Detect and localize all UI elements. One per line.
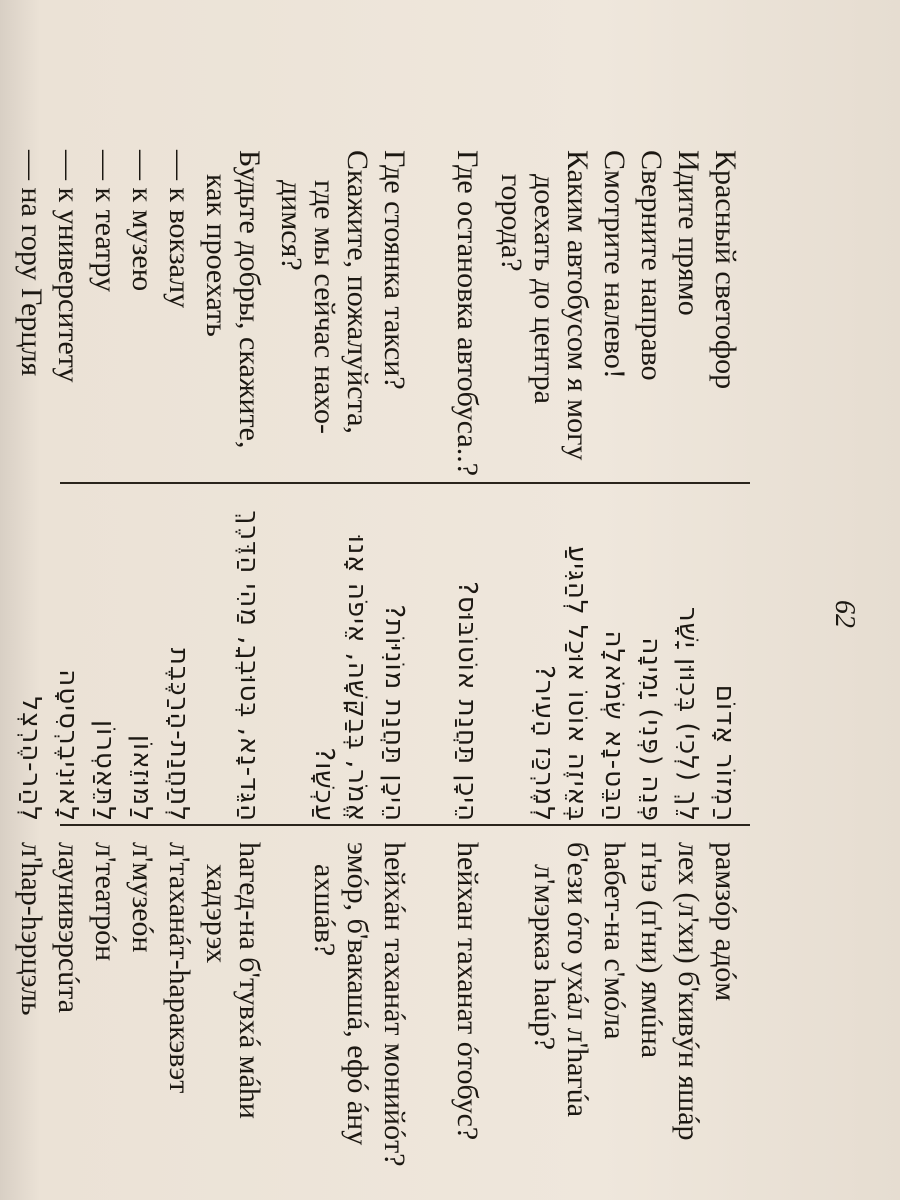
tr-line: ахшáв? — [308, 864, 341, 957]
tr-line: б'ези óто ухáл л'hагúа — [561, 842, 594, 1118]
he-line: רַמְזוֹר אָדוֹם — [710, 684, 740, 822]
tr-line: п'нэ (п'ни) ямúна — [635, 842, 668, 1059]
he-line: לְהַר-הֶרְצְל — [16, 696, 46, 822]
hebrew-column — [0, 492, 900, 832]
he-line: הַבֵּט-נָא שְׂמֹאלָה — [599, 630, 629, 822]
column-divider — [60, 482, 750, 484]
ru-line: — к вокзалу — [163, 150, 196, 309]
column-divider — [60, 824, 750, 826]
he-line: הֵיכָן תַּחֲנַת מוֹנִיּוֹת? — [379, 604, 409, 822]
he-line: עַכְשָׁו? — [309, 747, 339, 822]
tr-line: л'музеóн — [126, 842, 159, 953]
tr-line: hейхáн таханáт монийóт? — [378, 842, 411, 1167]
tr-line: лаунивэрсúта — [52, 842, 85, 1014]
ru-line: Смотрите налево! — [598, 150, 631, 379]
ru-line: как проехать — [200, 174, 233, 337]
ru-line: города? — [495, 174, 528, 272]
page-number: 62 — [829, 600, 860, 628]
tr-line: hагед-на б'тувхá мáhи — [233, 842, 266, 1119]
tr-line: hабет-на с'мóла — [598, 842, 631, 1040]
ru-line: где мы сейчас нахо- — [308, 180, 341, 435]
he-line: בְּאֵיזֶה אוֹטוֹ אוּכַל לְהַגִּיעַ — [562, 545, 592, 822]
ru-line: Где стоянка такси? — [378, 150, 411, 390]
tr-line: лех (л'хи) б'кивýн яшáр — [672, 842, 705, 1141]
tr-line: хадэрэх — [200, 864, 233, 964]
he-line: לַתֵּאַטְרוֹן — [90, 720, 120, 822]
ru-line: Идите прямо — [672, 150, 705, 316]
ru-line: — к музею — [126, 150, 159, 292]
he-line: לַמּוּזֵאוֹן — [127, 734, 157, 822]
he-line: פְּנֵה (פְּנִי) יָמִינָה — [636, 637, 666, 822]
he-line: לְמֶרְכַּז הָעִיר? — [529, 665, 559, 822]
tr-line: л'таханáт-hаракэвэт — [163, 842, 196, 1094]
ru-line: Красный светофор — [709, 150, 742, 390]
tr-line: рамзóр адóм — [709, 842, 742, 1002]
ru-line: — к университету — [52, 150, 85, 383]
tr-line: л'мэрказ hаúр? — [528, 864, 561, 1051]
tr-line: л'театрóн — [89, 842, 122, 962]
tr-line: hейхан таханат óтобус? — [451, 842, 484, 1141]
he-line: לְתַחֲנַת-הָרַכֶּבֶת — [164, 647, 194, 822]
ru-line: димся? — [275, 180, 308, 271]
tr-line: л'hар-hэрцэль — [15, 842, 48, 1016]
ru-line: Скажите, пожалуйста, — [341, 150, 374, 434]
ru-line: — к театру — [89, 150, 122, 292]
ru-line: — на гору Герцля — [15, 150, 48, 377]
ru-line: Каким автобусом я могу — [561, 150, 594, 461]
he-line: אֱמֹר, בְּבַקָּשָׁה, אֵיפֹה אָנוּ — [342, 535, 372, 822]
russian-column — [0, 150, 900, 490]
ru-line: Сверните направо — [635, 150, 668, 381]
ru-line: доехать до центра — [528, 174, 561, 404]
he-line: לֵךְ (לְכִי) בְּכִוּוּן יָשָׁר — [673, 606, 703, 822]
he-line: לָאוּנִיבֶרְסִיטָה — [53, 669, 83, 822]
he-line: הַגֵּד-נָא, בְּטוּבְךָ, מַהִי הַדֶּרֶךְ — [234, 510, 264, 822]
tr-line: эмóр, б'вакашá, ефó áну — [341, 842, 374, 1146]
he-line: הֵיכָן תַּחֲנַת אוֹטוֹבּוּס? — [452, 581, 482, 822]
ru-line: Будьте добры, скажите, — [233, 150, 266, 449]
transliteration-column — [0, 834, 900, 1174]
ru-line: Где остановка автобуса..? — [451, 150, 484, 477]
